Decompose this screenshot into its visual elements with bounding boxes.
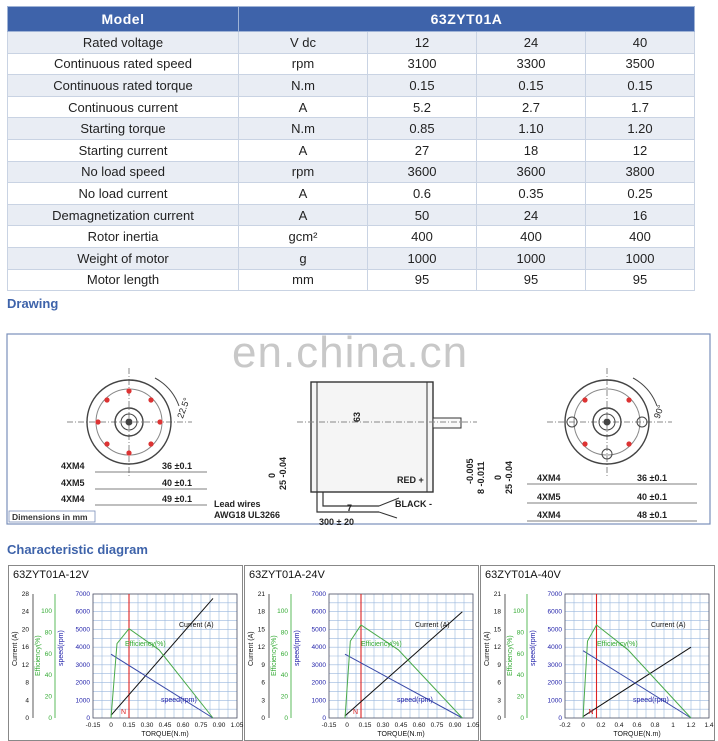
spec-value: 95	[368, 269, 477, 291]
svg-text:Lead wires: Lead wires	[214, 499, 261, 509]
spec-unit: g	[239, 247, 368, 269]
current-tick-label: 8	[25, 679, 29, 687]
spec-value: 16	[586, 204, 695, 226]
dimensions-note: Dimensions in mm	[12, 512, 88, 522]
speed-tick-label: 6000	[547, 608, 562, 616]
watermark: en.china.cn	[232, 328, 469, 377]
spec-name: No load current	[8, 183, 239, 205]
current-tick-label: 15	[493, 626, 501, 634]
spec-value: 3100	[368, 53, 477, 75]
current-tick-label: 12	[21, 661, 29, 669]
x-tick-label: -0.15	[321, 722, 337, 729]
x-tick-label: 0.90	[448, 722, 462, 729]
x-tick-label: 0.6	[632, 722, 642, 729]
speed-tick-label: 5000	[311, 626, 326, 634]
spec-row	[8, 139, 695, 161]
spec-value: 1000	[586, 247, 695, 269]
speed-axis-label: speed(rpm)	[58, 630, 65, 666]
speed-tick-label: 7000	[311, 591, 326, 598]
speed-tick-label: 2000	[311, 679, 326, 687]
spec-value: 12	[586, 139, 695, 161]
efficiency-tick-label: 60	[44, 650, 52, 658]
spec-value: 40	[586, 32, 695, 54]
spec-unit: mm	[239, 269, 368, 291]
current-tick-label: 16	[21, 644, 29, 652]
series-line	[111, 654, 213, 718]
x-axis-label: TORQUE(N.m)	[141, 731, 189, 738]
spec-row	[8, 53, 695, 75]
spec-header-row	[8, 7, 695, 32]
spec-row	[8, 32, 695, 54]
spec-row	[8, 96, 695, 118]
speed-tick-label: 2000	[547, 679, 562, 687]
svg-text:0: 0	[493, 474, 503, 480]
speed-tick-label: 7000	[547, 591, 562, 598]
current-axis-label: Current (A)	[484, 631, 491, 666]
current-tick-label: 3	[261, 697, 265, 705]
svg-text:63: 63	[352, 411, 362, 422]
speed-tick-label: 1000	[75, 697, 90, 705]
spec-unit: N.m	[239, 118, 368, 140]
spec-name: Starting torque	[8, 118, 239, 140]
spec-row	[8, 161, 695, 183]
chart-panel-24v	[244, 565, 479, 741]
spec-unit: N.m	[239, 75, 368, 97]
chart-title: 63ZYT01A-40V	[485, 569, 561, 581]
svg-text:36 ±0.1: 36 ±0.1	[637, 473, 667, 483]
current-tick-label: 12	[493, 644, 501, 652]
svg-text:4XM5: 4XM5	[61, 478, 85, 488]
efficiency-tick-label: 80	[516, 629, 524, 637]
current-tick-label: 18	[257, 608, 265, 616]
x-tick-label: 0.2	[596, 722, 606, 729]
current-tick-label: 21	[257, 591, 265, 598]
efficiency-axis-label: Efficiency(%)	[35, 635, 42, 676]
spec-row	[8, 269, 695, 291]
x-tick-label: 1.05	[230, 722, 244, 729]
current-tick-label: 12	[257, 644, 265, 652]
current-axis-label: Current (A)	[12, 631, 19, 666]
series-label: speed(rpm)	[161, 697, 197, 704]
chart-panel-40v	[480, 565, 715, 741]
speed-tick-label: 0	[558, 715, 562, 722]
x-tick-label: 0.15	[358, 722, 372, 729]
x-tick-label: 0.45	[158, 722, 172, 729]
svg-text:AWG18 UL3266: AWG18 UL3266	[214, 510, 281, 520]
speed-tick-label: 3000	[75, 661, 90, 669]
spec-row	[8, 226, 695, 248]
svg-text:40 ±0.1: 40 ±0.1	[637, 492, 667, 502]
efficiency-tick-label: 100	[277, 608, 288, 616]
speed-tick-label: 2000	[75, 679, 90, 687]
spec-row	[8, 118, 695, 140]
efficiency-tick-label: 40	[280, 672, 288, 680]
spec-name: Continuous rated torque	[8, 75, 239, 97]
spec-value: 50	[368, 204, 477, 226]
svg-text:48 ±0.1: 48 ±0.1	[637, 510, 667, 520]
spec-unit: V dc	[239, 32, 368, 54]
spec-value: 24	[477, 204, 586, 226]
x-tick-label: 0.75	[194, 722, 208, 729]
spec-value: 0.25	[586, 183, 695, 205]
series-label: Current (A)	[415, 622, 450, 629]
x-tick-label: 0.45	[394, 722, 408, 729]
chart-24v	[245, 566, 478, 740]
speed-tick-label: 7000	[75, 591, 90, 598]
spec-value: 400	[368, 226, 477, 248]
svg-text:4XM4: 4XM4	[537, 510, 561, 520]
drawing-title: Drawing	[7, 296, 59, 311]
spec-value: 400	[586, 226, 695, 248]
efficiency-tick-label: 100	[513, 608, 524, 616]
series-label: Efficiency(%)	[361, 641, 402, 648]
spec-value: 0.6	[368, 183, 477, 205]
x-axis-label: TORQUE(N.m)	[613, 731, 661, 738]
current-tick-label: 18	[493, 608, 501, 616]
x-tick-label: 0.30	[376, 722, 390, 729]
spec-value: 5.2	[368, 96, 477, 118]
efficiency-tick-label: 40	[44, 672, 52, 680]
svg-text:25 -0.04: 25 -0.04	[504, 460, 514, 494]
spec-value: 1.10	[477, 118, 586, 140]
speed-tick-label: 4000	[311, 644, 326, 652]
left-angle-label: 22.5°	[175, 396, 192, 420]
speed-tick-label: 0	[322, 715, 326, 722]
speed-axis-label: speed(rpm)	[294, 630, 301, 666]
x-tick-label: -0.15	[85, 722, 101, 729]
speed-tick-label: 0	[86, 715, 90, 722]
svg-text:49 ±0.1: 49 ±0.1	[162, 494, 192, 504]
x-tick-label: 0.90	[212, 722, 226, 729]
spec-value: 3600	[368, 161, 477, 183]
efficiency-tick-label: 0	[284, 715, 288, 722]
spec-value: 1.7	[586, 96, 695, 118]
svg-text:300 ± 20: 300 ± 20	[319, 517, 354, 527]
spec-unit: A	[239, 139, 368, 161]
x-tick-label: 1.05	[466, 722, 480, 729]
current-tick-label: 3	[497, 697, 501, 705]
series-label: Efficiency(%)	[597, 641, 638, 648]
efficiency-tick-label: 20	[516, 693, 524, 701]
spec-unit: gcm²	[239, 226, 368, 248]
spec-name: Continuous rated speed	[8, 53, 239, 75]
spec-value: 3600	[477, 161, 586, 183]
spec-value: 0.35	[477, 183, 586, 205]
current-tick-label: 20	[21, 626, 29, 634]
speed-tick-label: 5000	[75, 626, 90, 634]
efficiency-tick-label: 80	[280, 629, 288, 637]
spec-row	[8, 75, 695, 97]
spec-value: 3500	[586, 53, 695, 75]
spec-value: 0.85	[368, 118, 477, 140]
x-tick-label: 0.30	[140, 722, 154, 729]
x-tick-label: 0.60	[412, 722, 426, 729]
spec-value: 0.15	[477, 75, 586, 97]
chart-40v	[481, 566, 714, 740]
efficiency-axis-label: Efficiency(%)	[271, 635, 278, 676]
efficiency-tick-label: 0	[520, 715, 524, 722]
speed-tick-label: 3000	[311, 661, 326, 669]
spec-unit: A	[239, 183, 368, 205]
svg-text:4XM5: 4XM5	[537, 492, 561, 502]
speed-tick-label: 1000	[547, 697, 562, 705]
chart-title: 63ZYT01A-24V	[249, 569, 325, 581]
spec-value: 0.15	[368, 75, 477, 97]
spec-value: 400	[477, 226, 586, 248]
series-label: N	[588, 709, 594, 716]
chart-title: 63ZYT01A-12V	[13, 569, 89, 581]
spec-row	[8, 204, 695, 226]
efficiency-tick-label: 100	[41, 608, 52, 616]
svg-text:4XM4: 4XM4	[61, 494, 85, 504]
spec-name: Starting current	[8, 139, 239, 161]
speed-tick-label: 4000	[547, 644, 562, 652]
current-tick-label: 0	[497, 715, 501, 722]
spec-value: 18	[477, 139, 586, 161]
series-label: Current (A)	[179, 622, 214, 629]
spec-value: 1.20	[586, 118, 695, 140]
spec-row	[8, 247, 695, 269]
spec-unit: A	[239, 96, 368, 118]
efficiency-tick-label: 40	[516, 672, 524, 680]
efficiency-tick-label: 80	[44, 629, 52, 637]
spec-name: Rotor inertia	[8, 226, 239, 248]
efficiency-tick-label: 60	[280, 650, 288, 658]
current-tick-label: 28	[21, 591, 29, 598]
efficiency-tick-label: 20	[44, 693, 52, 701]
spec-value: 1000	[368, 247, 477, 269]
efficiency-axis-label: Efficiency(%)	[507, 635, 514, 676]
x-tick-label: 0	[345, 722, 349, 729]
svg-text:7: 7	[347, 503, 353, 513]
current-tick-label: 9	[497, 661, 501, 669]
current-tick-label: 6	[497, 679, 501, 687]
svg-text:40 ±0.1: 40 ±0.1	[162, 478, 192, 488]
spec-name: Motor length	[8, 269, 239, 291]
spec-value: 1000	[477, 247, 586, 269]
current-tick-label: 6	[261, 679, 265, 687]
spec-value: 3800	[586, 161, 695, 183]
spec-value: 27	[368, 139, 477, 161]
spec-value: 12	[368, 32, 477, 54]
x-tick-label: 0.15	[122, 722, 136, 729]
spec-value: 0.15	[586, 75, 695, 97]
svg-text:25 -0.04: 25 -0.04	[278, 456, 288, 490]
current-axis-label: Current (A)	[248, 631, 255, 666]
svg-text:4XM4: 4XM4	[537, 473, 561, 483]
series-label: speed(rpm)	[397, 697, 433, 704]
x-axis-label: TORQUE(N.m)	[377, 731, 425, 738]
spec-name: Rated voltage	[8, 32, 239, 54]
svg-text:8 -0.011: 8 -0.011	[476, 461, 486, 494]
spec-unit: rpm	[239, 161, 368, 183]
current-tick-label: 21	[493, 591, 501, 598]
spec-name: No load speed	[8, 161, 239, 183]
black-lead: BLACK -	[395, 499, 432, 509]
model-value: 63ZYT01A	[239, 7, 695, 32]
chart-12v	[9, 566, 242, 740]
x-tick-label: 0.60	[176, 722, 190, 729]
spec-name: Weight of motor	[8, 247, 239, 269]
series-label: N	[121, 709, 127, 716]
svg-text:0: 0	[267, 472, 277, 478]
current-tick-label: 15	[257, 626, 265, 634]
svg-text:4XM4: 4XM4	[61, 461, 85, 471]
speed-tick-label: 6000	[75, 608, 90, 616]
series-label: Efficiency(%)	[125, 641, 166, 648]
x-tick-label: 1.2	[686, 722, 696, 729]
x-tick-label: -0.2	[559, 722, 571, 729]
spec-name: Continuous current	[8, 96, 239, 118]
svg-text:-0.005: -0.005	[465, 458, 475, 484]
series-label: Current (A)	[651, 622, 686, 629]
chart-panel-12v	[8, 565, 243, 741]
spec-value: 2.7	[477, 96, 586, 118]
current-tick-label: 24	[21, 608, 29, 616]
current-tick-label: 0	[25, 715, 29, 722]
x-tick-label: 0	[581, 722, 585, 729]
efficiency-tick-label: 0	[48, 715, 52, 722]
spec-value: 95	[477, 269, 586, 291]
speed-tick-label: 4000	[75, 644, 90, 652]
x-tick-label: 0.8	[650, 722, 660, 729]
diagram-title: Characteristic diagram	[7, 542, 148, 557]
series-label: speed(rpm)	[633, 697, 669, 704]
red-lead: RED +	[397, 475, 424, 485]
spec-value: 3300	[477, 53, 586, 75]
current-tick-label: 4	[25, 697, 29, 705]
current-tick-label: 0	[261, 715, 265, 722]
speed-tick-label: 3000	[547, 661, 562, 669]
series-line	[345, 625, 462, 718]
x-tick-label: 1.4	[704, 722, 714, 729]
spec-name: Demagnetization current	[8, 204, 239, 226]
speed-tick-label: 6000	[311, 608, 326, 616]
spec-unit: rpm	[239, 53, 368, 75]
x-tick-label: 0.75	[430, 722, 444, 729]
efficiency-tick-label: 60	[516, 650, 524, 658]
series-label: N	[353, 709, 359, 716]
spec-unit: A	[239, 204, 368, 226]
svg-text:36 ±0.1: 36 ±0.1	[162, 461, 192, 471]
spec-value: 24	[477, 32, 586, 54]
spec-table	[7, 6, 695, 291]
x-tick-label: 1	[671, 722, 675, 729]
speed-tick-label: 1000	[311, 697, 326, 705]
x-tick-label: 0	[109, 722, 113, 729]
spec-row	[8, 183, 695, 205]
x-tick-label: 0.4	[614, 722, 624, 729]
speed-tick-label: 5000	[547, 626, 562, 634]
speed-axis-label: speed(rpm)	[530, 630, 537, 666]
right-angle-label: 90°	[651, 403, 666, 420]
model-label: Model	[8, 7, 239, 32]
efficiency-tick-label: 20	[280, 693, 288, 701]
current-tick-label: 9	[261, 661, 265, 669]
spec-value: 95	[586, 269, 695, 291]
